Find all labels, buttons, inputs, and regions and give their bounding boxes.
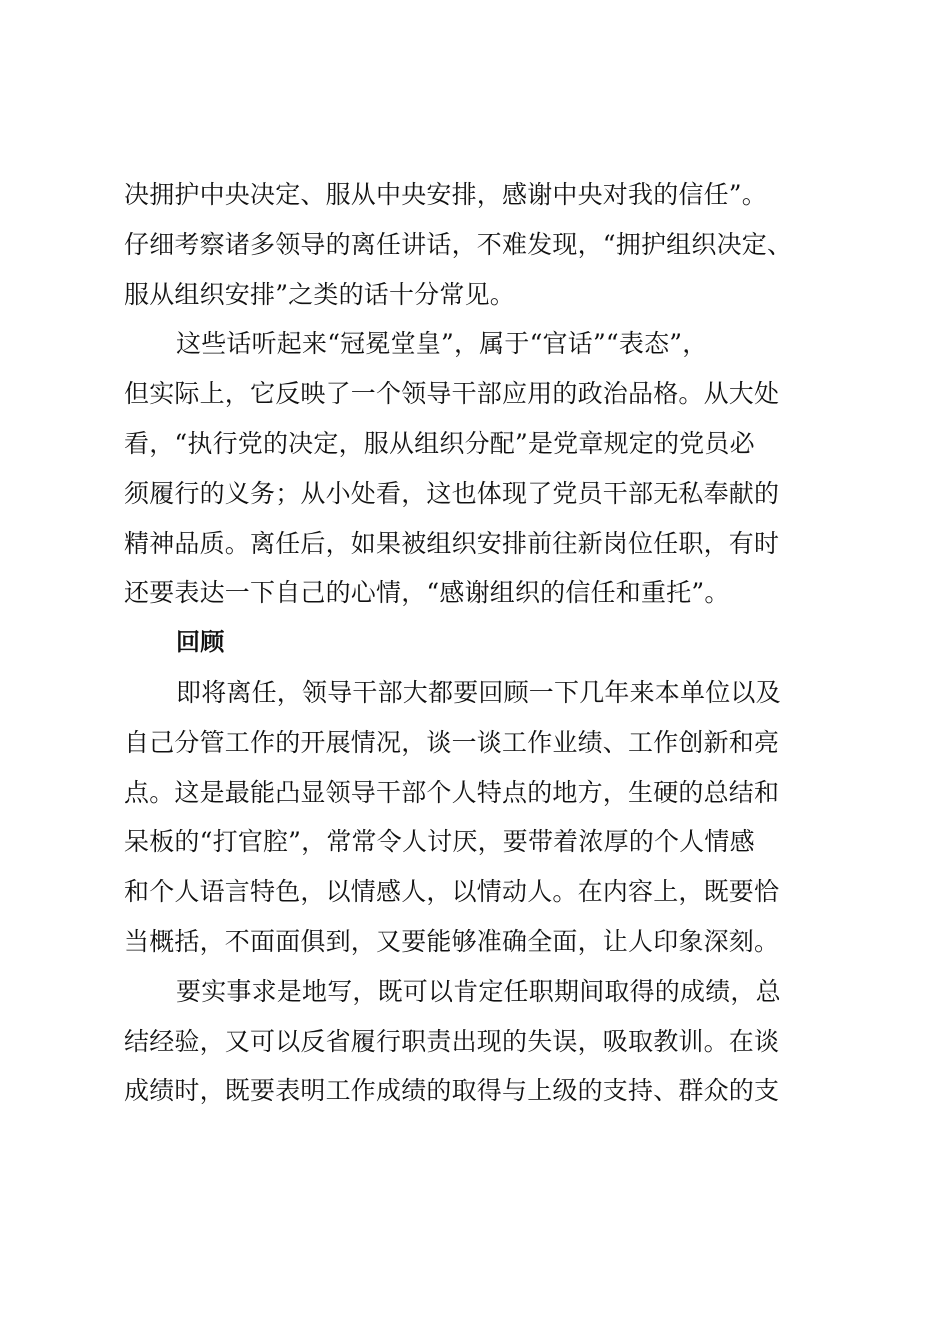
paragraph-line: 精神品质。离任后，如果被组织安排前往新岗位任职，有时 bbox=[124, 528, 780, 558]
paragraph-line: 决拥护中央决定、服从中央安排，感谢中央对我的信任”。 bbox=[124, 180, 767, 209]
body-text bbox=[124, 170, 824, 1116]
paragraph-line: 但实际上，它反映了一个领导干部应用的政治品格。从大处 bbox=[124, 379, 780, 409]
paragraph-line: 还要表达一下自己的心情，“感谢组织的信任和重托”。 bbox=[124, 578, 730, 608]
paragraph-line: 要实事求是地写，既可以肯定任职期间取得的成绩，总 bbox=[176, 976, 781, 1006]
paragraph-line: 呆板的“打官腔”，常常令人讨厌，要带着浓厚的个人情感 bbox=[124, 827, 755, 857]
paragraph-line: 成绩时，既要表明工作成绩的取得与上级的支持、群众的支 bbox=[124, 1076, 780, 1106]
paragraph-line: 须履行的义务；从小处看，这也体现了党员干部无私奉献的 bbox=[124, 478, 780, 508]
paragraph-line: 这些话听起来“冠冕堂皇”，属于“官话”“表态”， bbox=[176, 329, 708, 359]
paragraph-line: 即将离任，领导干部大都要回顾一下几年来本单位以及 bbox=[176, 677, 781, 707]
section-heading: 回顾 bbox=[176, 628, 225, 657]
paragraph-line: 服从组织安排”之类的话十分常见。 bbox=[124, 279, 515, 309]
paragraph-line: 自己分管工作的开展情况，谈一谈工作业绩、工作创新和亮 bbox=[124, 727, 780, 757]
paragraph-line: 看，“执行党的决定，服从组织分配”是党章规定的党员必 bbox=[124, 428, 755, 458]
paragraph-line: 和个人语言特色，以情感人，以情动人。在内容上，既要恰 bbox=[124, 877, 780, 907]
paragraph-line: 结经验，又可以反省履行职责出现的失误，吸取教训。在谈 bbox=[124, 1026, 780, 1056]
paragraph-line: 当概括，不面面俱到，又要能够准确全面，让人印象深刻。 bbox=[124, 926, 780, 956]
paragraph-line: 点。这是最能凸显领导干部个人特点的地方，生硬的总结和 bbox=[124, 777, 780, 807]
paragraph-line: 仔细考察诸多领导的离任讲话，不难发现，“拥护组织决定、 bbox=[124, 229, 793, 259]
